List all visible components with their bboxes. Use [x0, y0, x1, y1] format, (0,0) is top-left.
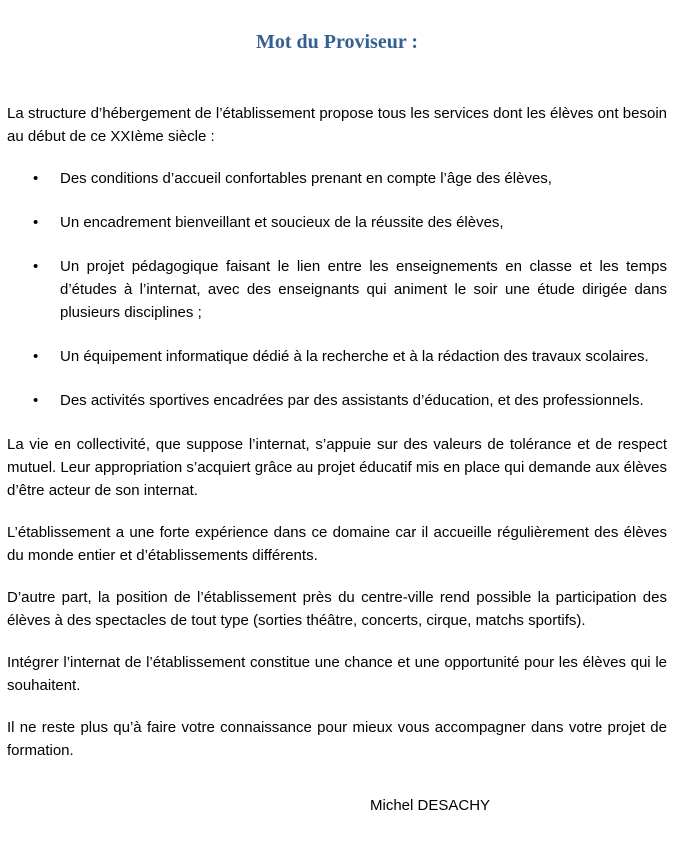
signature: Michel DESACHY — [370, 797, 491, 814]
bullet-text: Un projet pédagogique faisant le lien entre les enseignements en classe et les temps d’études à l’internat, avec des enseignants qui animent le soir une étude dirigée dans plusieurs disciplines ; — [60, 258, 667, 321]
list-item — [7, 211, 667, 234]
bullet-icon: • — [33, 214, 39, 231]
bullet-icon: • — [33, 258, 39, 275]
bullet-icon: • — [33, 170, 39, 187]
list-item — [7, 167, 667, 190]
bullet-text: Des activités sportives encadrées par des assistants d’éducation, et des professionnels. — [60, 392, 644, 409]
body-paragraph: Intégrer l’internat de l’établissement constitue une chance et une opportunité pour les élèves qui le souhaitent. — [7, 654, 667, 694]
bullet-text: Un encadrement bienveillant et soucieux de la réussite des élèves, — [60, 214, 504, 231]
list-item — [7, 389, 667, 412]
bullet-icon: • — [33, 348, 39, 365]
body-paragraph: La vie en collectivité, que suppose l’internat, s’appuie sur des valeurs de tolérance et de respect mutuel. Leur appropriation s’acquiert grâce au projet éducatif mis en place qui demande aux élèves d’être acteur de son internat. — [7, 436, 667, 499]
bullet-text: Des conditions d’accueil confortables prenant en compte l’âge des élèves, — [60, 170, 552, 187]
bullet-list — [7, 167, 667, 412]
bullet-icon: • — [33, 392, 39, 409]
bullet-text: Un équipement informatique dédié à la recherche et à la rédaction des travaux scolaires. — [60, 348, 649, 365]
page-title: Mot du Proviseur : — [255, 31, 419, 53]
list-item — [7, 345, 667, 368]
body-paragraph: D’autre part, la position de l’établissement près du centre-ville rend possible la participation des élèves à des spectacles de tout type (sorties théâtre, concerts, cirque, matchs sportifs). — [7, 589, 667, 629]
list-item — [7, 255, 667, 324]
body-paragraph: L’établissement a une forte expérience dans ce domaine car il accueille régulièrement des élèves du monde entier et d’établissements différents. — [7, 524, 667, 564]
intro-paragraph: La structure d’hébergement de l’établissement propose tous les services dont les élèves ont besoin au début de ce XXIème siècle : — [7, 105, 667, 145]
body-paragraph: Il ne reste plus qu’à faire votre connaissance pour mieux vous accompagner dans votre projet de formation. — [7, 719, 667, 759]
